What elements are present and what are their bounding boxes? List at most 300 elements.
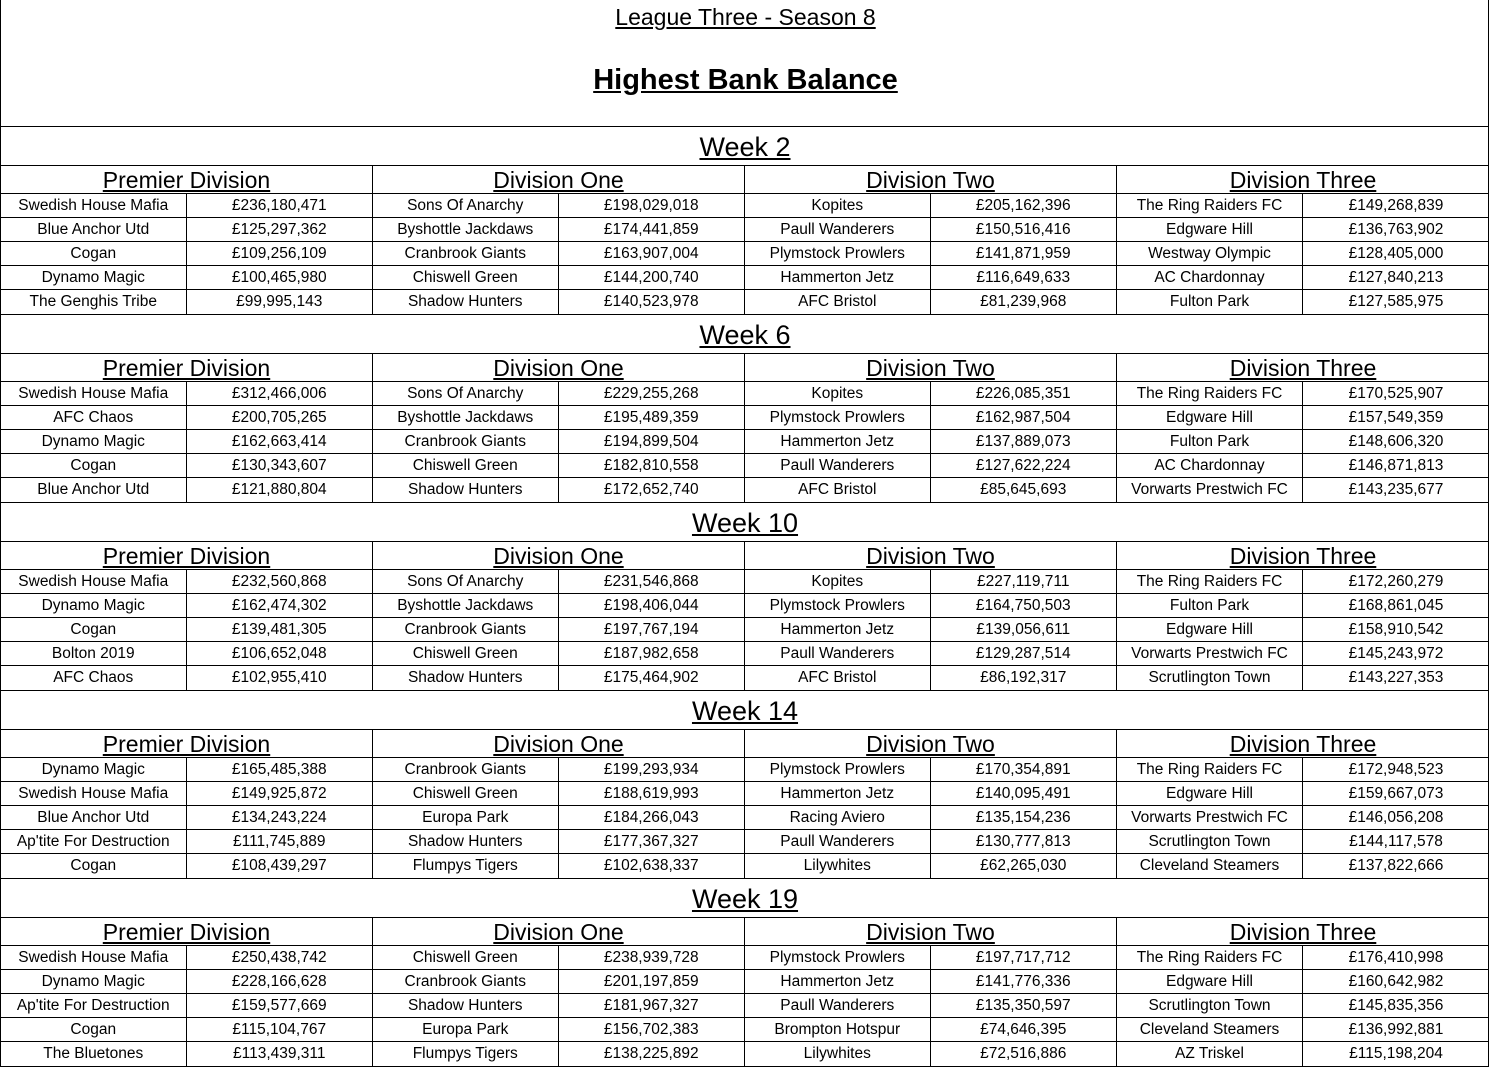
table-row — [1, 666, 372, 690]
team-name: Swedish House Mafia — [1, 194, 187, 217]
team-name: Europa Park — [373, 1018, 559, 1041]
table-row — [373, 454, 744, 478]
bank-balance: £250,438,742 — [231, 949, 327, 966]
team-name: Cogan — [1, 454, 187, 477]
bank-balance: £176,410,998 — [1348, 949, 1444, 966]
division-table — [1117, 354, 1489, 502]
division-header: Premier Division — [1, 918, 372, 946]
team-name: Blue Anchor Utd — [1, 806, 187, 829]
bank-balance: £109,256,109 — [231, 245, 327, 262]
bank-balance: £157,549,359 — [1348, 409, 1444, 426]
team-name: The Ring Raiders FC — [1117, 570, 1303, 593]
team-name: Racing Aviero — [745, 806, 931, 829]
table-row — [1, 594, 372, 618]
team-name: Shadow Hunters — [373, 666, 559, 690]
team-name: Cogan — [1, 242, 187, 265]
table-row — [373, 478, 744, 502]
division-table — [745, 354, 1117, 502]
team-name: Vorwarts Prestwich FC — [1117, 806, 1303, 829]
table-row — [1117, 1042, 1489, 1066]
team-name: Kopites — [745, 194, 931, 217]
team-name: Paull Wanderers — [745, 994, 931, 1017]
table-row — [1, 806, 372, 830]
bank-balance: £181,967,327 — [603, 997, 699, 1014]
team-name: The Ring Raiders FC — [1117, 382, 1303, 405]
table-row — [745, 194, 1116, 218]
bank-balance: £137,889,073 — [975, 433, 1071, 450]
team-name: Cranbrook Giants — [373, 970, 559, 993]
team-name: The Ring Raiders FC — [1117, 946, 1303, 969]
division-header: Division Three — [1117, 166, 1489, 194]
team-name: Edgware Hill — [1117, 406, 1303, 429]
bank-balance: £158,910,542 — [1348, 621, 1444, 638]
table-row — [1117, 218, 1489, 242]
division-header: Division One — [373, 542, 744, 570]
table-row — [1117, 430, 1489, 454]
table-row — [1, 970, 372, 994]
bank-balance: £127,622,224 — [975, 457, 1071, 474]
bank-balance: £106,652,048 — [231, 645, 327, 662]
bank-balance: £108,439,297 — [231, 857, 327, 874]
team-name: Fulton Park — [1117, 430, 1303, 453]
division-header: Premier Division — [1, 354, 372, 382]
team-name: Chiswell Green — [373, 946, 559, 969]
division-table — [1, 918, 373, 1066]
table-row — [373, 266, 744, 290]
bank-balance: £188,619,993 — [603, 785, 699, 802]
team-name: Cranbrook Giants — [373, 430, 559, 453]
bank-balance: £198,406,044 — [603, 597, 699, 614]
table-row — [373, 430, 744, 454]
bank-balance: £144,200,740 — [603, 269, 699, 286]
team-name: Ap'tite For Destruction — [1, 830, 187, 853]
team-name: Shadow Hunters — [373, 478, 559, 502]
table-row — [373, 194, 744, 218]
table-row — [1, 570, 372, 594]
table-row — [745, 290, 1116, 314]
table-row — [1117, 806, 1489, 830]
team-name: Hammerton Jetz — [745, 782, 931, 805]
team-name: Blue Anchor Utd — [1, 478, 187, 502]
division-header: Premier Division — [1, 730, 372, 758]
division-header: Division One — [373, 918, 744, 946]
table-row — [745, 406, 1116, 430]
team-name: Fulton Park — [1117, 594, 1303, 617]
bank-balance: £162,663,414 — [231, 433, 327, 450]
table-row — [745, 946, 1116, 970]
bank-balance: £162,474,302 — [231, 597, 327, 614]
table-row — [745, 570, 1116, 594]
team-name: Europa Park — [373, 806, 559, 829]
bank-balance: £115,198,204 — [1349, 1045, 1443, 1062]
bank-balance: £194,899,504 — [603, 433, 699, 450]
team-name: Vorwarts Prestwich FC — [1117, 478, 1303, 502]
week-title: Week 10 — [1, 503, 1489, 542]
team-name: Brompton Hotspur — [745, 1018, 931, 1041]
division-table — [373, 730, 745, 878]
report-title: Highest Bank Balance — [593, 64, 898, 96]
team-name: AZ Triskel — [1117, 1042, 1303, 1066]
table-row — [373, 782, 744, 806]
division-table — [745, 542, 1117, 690]
team-name: Dynamo Magic — [1, 266, 187, 289]
table-row — [745, 266, 1116, 290]
table-row — [745, 454, 1116, 478]
table-row — [373, 618, 744, 642]
table-row — [745, 618, 1116, 642]
bank-balance: £182,810,558 — [603, 457, 699, 474]
team-name: Cogan — [1, 854, 187, 878]
table-row — [745, 758, 1116, 782]
bank-balance: £201,197,859 — [603, 973, 699, 990]
bank-balance: £232,560,868 — [231, 573, 327, 590]
team-name: AFC Chaos — [1, 406, 187, 429]
team-name: Hammerton Jetz — [745, 618, 931, 641]
division-table — [745, 730, 1117, 878]
bank-balance: £229,255,268 — [603, 385, 699, 402]
division-header: Division Two — [745, 542, 1116, 570]
division-header: Division Three — [1117, 354, 1489, 382]
table-row — [373, 994, 744, 1018]
table-row — [1117, 782, 1489, 806]
table-row — [1117, 478, 1489, 502]
bank-balance: £227,119,711 — [976, 573, 1070, 590]
bank-balance: £139,056,611 — [976, 621, 1071, 638]
bank-balance: £145,835,356 — [1348, 997, 1444, 1014]
team-name: Chiswell Green — [373, 782, 559, 805]
bank-balance: £226,085,351 — [975, 385, 1071, 402]
division-table — [373, 542, 745, 690]
bank-balance: £170,525,907 — [1348, 385, 1444, 402]
team-name: Paull Wanderers — [745, 218, 931, 241]
bank-balance: £102,638,337 — [603, 857, 699, 874]
team-name: Swedish House Mafia — [1, 946, 187, 969]
bank-balance: £143,235,677 — [1348, 481, 1444, 498]
table-row — [1, 994, 372, 1018]
bank-balance: £72,516,886 — [980, 1045, 1067, 1062]
team-name: Plymstock Prowlers — [745, 406, 931, 429]
bank-balance: £159,667,073 — [1348, 785, 1444, 802]
team-name: The Ring Raiders FC — [1117, 194, 1303, 217]
table-row — [1117, 642, 1489, 666]
team-name: Hammerton Jetz — [745, 266, 931, 289]
week-section — [1, 127, 1489, 315]
weeks-container — [1, 126, 1489, 1067]
table-row — [1, 290, 372, 314]
table-row — [373, 758, 744, 782]
week-section — [1, 691, 1489, 879]
bank-balance: £111,745,889 — [232, 833, 326, 850]
team-name: Chiswell Green — [373, 266, 559, 289]
division-header: Division Three — [1117, 730, 1489, 758]
table-row — [373, 1042, 744, 1066]
bank-balance: £195,489,359 — [603, 409, 699, 426]
bank-balance: £137,822,666 — [1348, 857, 1444, 874]
bank-balance: £177,367,327 — [603, 833, 699, 850]
table-row — [1, 758, 372, 782]
table-row — [1, 830, 372, 854]
team-name: Kopites — [745, 570, 931, 593]
team-name: Paull Wanderers — [745, 830, 931, 853]
bank-balance: £312,466,006 — [231, 385, 327, 402]
table-row — [1117, 266, 1489, 290]
table-row — [373, 946, 744, 970]
team-name: AFC Bristol — [745, 290, 931, 314]
table-row — [1117, 994, 1489, 1018]
table-row — [745, 242, 1116, 266]
bank-balance: £85,645,693 — [980, 481, 1067, 498]
team-name: The Genghis Tribe — [1, 290, 187, 314]
bank-balance: £141,871,959 — [975, 245, 1071, 262]
table-row — [1, 642, 372, 666]
division-table — [1117, 166, 1489, 314]
team-name: Plymstock Prowlers — [745, 242, 931, 265]
team-name: Cranbrook Giants — [373, 618, 559, 641]
table-row — [373, 570, 744, 594]
division-table — [1117, 730, 1489, 878]
team-name: Dynamo Magic — [1, 594, 187, 617]
bank-balance: £170,354,891 — [975, 761, 1071, 778]
division-table — [1117, 918, 1489, 1066]
bank-balance: £116,649,633 — [976, 269, 1071, 286]
table-row — [373, 854, 744, 878]
bank-balance: £86,192,317 — [980, 669, 1067, 686]
team-name: Sons Of Anarchy — [373, 570, 559, 593]
table-row — [745, 382, 1116, 406]
week-title: Week 6 — [1, 315, 1489, 354]
table-row — [745, 1042, 1116, 1066]
table-row — [1, 430, 372, 454]
team-name: Edgware Hill — [1117, 618, 1303, 641]
table-row — [373, 382, 744, 406]
bank-balance: £174,441,859 — [603, 221, 699, 238]
week-title: Week 2 — [1, 127, 1489, 166]
team-name: Cleveland Steamers — [1117, 1018, 1303, 1041]
team-name: Vorwarts Prestwich FC — [1117, 642, 1303, 665]
team-name: Cranbrook Giants — [373, 242, 559, 265]
bank-balance: £128,405,000 — [1348, 245, 1444, 262]
division-table — [1, 730, 373, 878]
division-header: Premier Division — [1, 542, 372, 570]
table-row — [745, 806, 1116, 830]
table-row — [1, 406, 372, 430]
team-name: Sons Of Anarchy — [373, 194, 559, 217]
table-row — [745, 854, 1116, 878]
table-row — [1, 946, 372, 970]
team-name: Dynamo Magic — [1, 430, 187, 453]
bank-balance: £130,343,607 — [231, 457, 327, 474]
table-row — [1117, 382, 1489, 406]
bank-balance: £162,987,504 — [975, 409, 1071, 426]
bank-balance: £160,642,982 — [1348, 973, 1444, 990]
bank-balance: £74,646,395 — [980, 1021, 1067, 1038]
team-name: AC Chardonnay — [1117, 454, 1303, 477]
table-row — [1, 782, 372, 806]
bank-balance: £200,705,265 — [231, 409, 327, 426]
team-name: Edgware Hill — [1117, 782, 1303, 805]
bank-balance: £184,266,043 — [603, 809, 699, 826]
bank-balance: £130,777,813 — [975, 833, 1071, 850]
team-name: Plymstock Prowlers — [745, 758, 931, 781]
division-header: Division One — [373, 354, 744, 382]
bank-balance: £135,154,236 — [975, 809, 1071, 826]
bank-balance: £172,260,279 — [1348, 573, 1444, 590]
division-table — [745, 918, 1117, 1066]
division-table — [1, 542, 373, 690]
team-name: Scrutlington Town — [1117, 994, 1303, 1017]
bank-balance: £145,243,972 — [1348, 645, 1444, 662]
bank-balance: £156,702,383 — [603, 1021, 699, 1038]
table-row — [1, 854, 372, 878]
team-name: AFC Chaos — [1, 666, 187, 690]
bank-balance: £127,840,213 — [1348, 269, 1444, 286]
bank-balance: £205,162,396 — [975, 197, 1071, 214]
table-row — [1117, 758, 1489, 782]
table-row — [1, 218, 372, 242]
team-name: Byshottle Jackdaws — [373, 218, 559, 241]
table-row — [745, 642, 1116, 666]
bank-balance: £172,652,740 — [603, 481, 699, 498]
team-name: Scrutlington Town — [1117, 830, 1303, 853]
table-row — [373, 970, 744, 994]
table-row — [373, 666, 744, 690]
bank-balance: £135,350,597 — [975, 997, 1071, 1014]
bank-balance: £199,293,934 — [603, 761, 699, 778]
table-row — [1, 1042, 372, 1066]
team-name: Plymstock Prowlers — [745, 594, 931, 617]
team-name: Bolton 2019 — [1, 642, 187, 665]
table-row — [1117, 594, 1489, 618]
team-name: AC Chardonnay — [1117, 266, 1303, 289]
table-row — [1117, 454, 1489, 478]
table-row — [373, 642, 744, 666]
division-header: Division Two — [745, 918, 1116, 946]
team-name: Byshottle Jackdaws — [373, 406, 559, 429]
bank-balance: £62,265,030 — [980, 857, 1067, 874]
table-row — [1, 1018, 372, 1042]
table-row — [373, 830, 744, 854]
team-name: Lilywhites — [745, 1042, 931, 1066]
table-row — [745, 478, 1116, 502]
bank-balance: £143,227,353 — [1348, 669, 1444, 686]
division-table — [373, 918, 745, 1066]
team-name: The Bluetones — [1, 1042, 187, 1066]
team-name: Shadow Hunters — [373, 290, 559, 314]
table-row — [1117, 970, 1489, 994]
division-header: Division One — [373, 730, 744, 758]
division-header: Division Two — [745, 730, 1116, 758]
division-header: Division One — [373, 166, 744, 194]
bank-balance: £134,243,224 — [231, 809, 327, 826]
bank-balance: £100,465,980 — [231, 269, 327, 286]
table-row — [1117, 194, 1489, 218]
team-name: Cogan — [1, 618, 187, 641]
table-row — [1117, 1018, 1489, 1042]
week-section — [1, 503, 1489, 691]
team-name: Edgware Hill — [1117, 218, 1303, 241]
bank-balance: £172,948,523 — [1348, 761, 1444, 778]
team-name: Byshottle Jackdaws — [373, 594, 559, 617]
division-table — [1, 166, 373, 314]
bank-balance: £197,717,712 — [975, 949, 1071, 966]
division-header: Premier Division — [1, 166, 372, 194]
division-header: Division Three — [1117, 542, 1489, 570]
team-name: Ap'tite For Destruction — [1, 994, 187, 1017]
division-header: Division Two — [745, 354, 1116, 382]
table-row — [373, 806, 744, 830]
bank-balance: £141,776,336 — [975, 973, 1071, 990]
bank-balance: £159,577,669 — [231, 997, 327, 1014]
bank-balance: £99,995,143 — [236, 293, 323, 310]
division-table — [373, 166, 745, 314]
bank-balance: £136,763,902 — [1348, 221, 1444, 238]
bank-balance: £175,464,902 — [603, 669, 699, 686]
team-name: Swedish House Mafia — [1, 570, 187, 593]
table-row — [1117, 854, 1489, 878]
table-row — [1117, 666, 1489, 690]
table-row — [1, 266, 372, 290]
table-row — [745, 666, 1116, 690]
table-row — [1117, 570, 1489, 594]
bank-balance: £146,871,813 — [1348, 457, 1444, 474]
week-title: Week 19 — [1, 879, 1489, 918]
team-name: Swedish House Mafia — [1, 382, 187, 405]
bank-balance: £163,907,004 — [603, 245, 699, 262]
bank-balance: £140,523,978 — [603, 293, 699, 310]
team-name: Dynamo Magic — [1, 758, 187, 781]
team-name: Sons Of Anarchy — [373, 382, 559, 405]
table-row — [745, 994, 1116, 1018]
team-name: Lilywhites — [745, 854, 931, 878]
bank-balance: £187,982,658 — [603, 645, 699, 662]
bank-balance: £125,297,362 — [231, 221, 327, 238]
team-name: AFC Bristol — [745, 666, 931, 690]
team-name: Edgware Hill — [1117, 970, 1303, 993]
team-name: Shadow Hunters — [373, 830, 559, 853]
bank-balance: £149,268,839 — [1348, 197, 1444, 214]
team-name: Kopites — [745, 382, 931, 405]
bank-balance: £129,287,514 — [975, 645, 1071, 662]
division-header: Division Three — [1117, 918, 1489, 946]
team-name: Shadow Hunters — [373, 994, 559, 1017]
table-row — [1117, 242, 1489, 266]
bank-balance: £81,239,968 — [980, 293, 1067, 310]
table-row — [1, 478, 372, 502]
bank-balance: £102,955,410 — [231, 669, 327, 686]
team-name: Paull Wanderers — [745, 454, 931, 477]
bank-balance: £136,992,881 — [1348, 1021, 1444, 1038]
table-row — [373, 242, 744, 266]
table-row — [1, 242, 372, 266]
bank-balance: £228,166,628 — [231, 973, 327, 990]
team-name: Chiswell Green — [373, 454, 559, 477]
team-name: Cogan — [1, 1018, 187, 1041]
bank-balance: £140,095,491 — [975, 785, 1071, 802]
bank-balance: £139,481,305 — [231, 621, 327, 638]
table-row — [373, 1018, 744, 1042]
team-name: Chiswell Green — [373, 642, 559, 665]
division-table — [373, 354, 745, 502]
table-row — [373, 290, 744, 314]
team-name: Blue Anchor Utd — [1, 218, 187, 241]
bank-balance: £165,485,388 — [231, 761, 327, 778]
table-row — [745, 782, 1116, 806]
week-section — [1, 879, 1489, 1067]
division-table — [745, 166, 1117, 314]
bank-balance: £148,606,320 — [1348, 433, 1444, 450]
team-name: Hammerton Jetz — [745, 970, 931, 993]
team-name: AFC Bristol — [745, 478, 931, 502]
